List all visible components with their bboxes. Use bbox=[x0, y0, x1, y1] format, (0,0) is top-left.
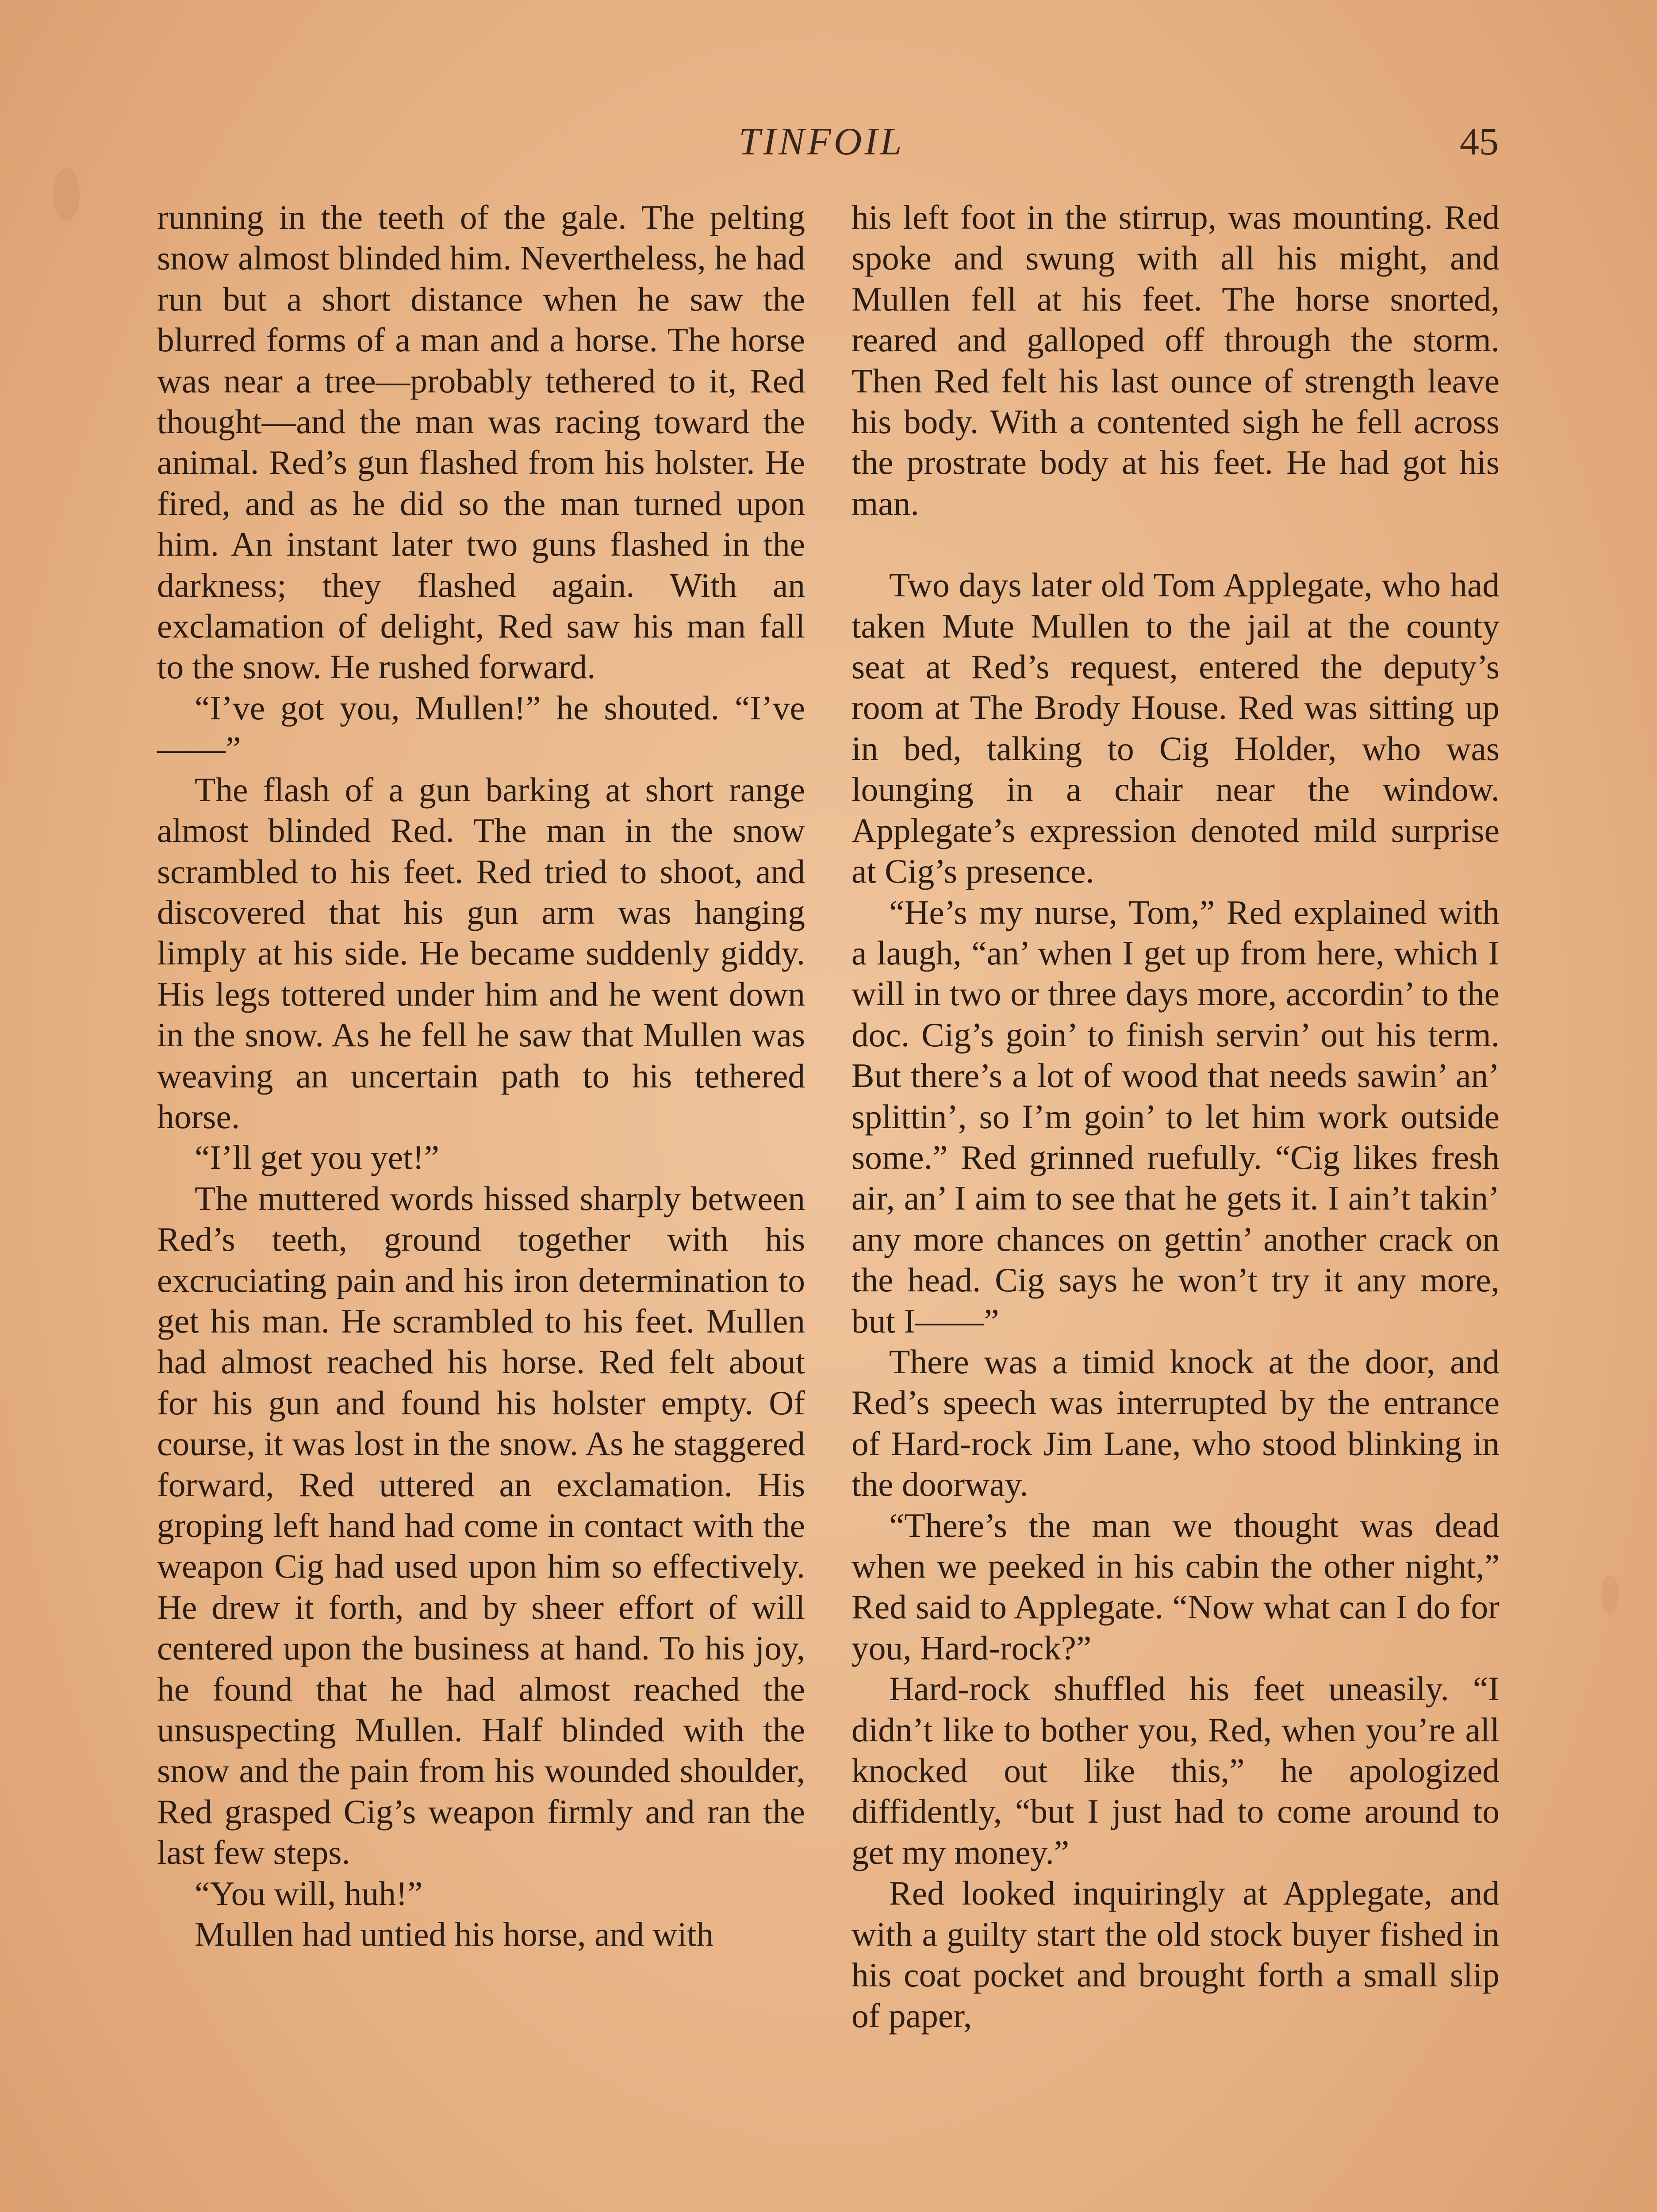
paragraph: “You will, huh!” bbox=[195, 1874, 423, 1912]
text-column-right bbox=[852, 197, 1500, 2036]
paragraph: Red looked inquiringly at Applegate, and with a guilty start the old stock buyer fished in his coat pocket and brought forth a small slip of paper, bbox=[852, 1874, 1500, 2035]
paragraph: There was a timid knock at the door, and Red’s speech was interrupted by the entrance of Hard-rock Jim Lane, who stood blinking in the doorway. bbox=[852, 1342, 1500, 1504]
paragraph: The muttered words hissed sharply between Red’s teeth, ground together with his excruciating pain and his iron determination to get his man. He scrambled to his feet. Mullen had almost reached his horse. Red felt about for his gun and found his holster empty. Of course, it was lost in the snow. As he staggered forward, Red uttered an exclamation. His groping left hand had come in contact with the weapon Cig had used upon him so effectively. He drew it forth, and by sheer effort of will centered upon the business at hand. To his joy, he found that he had almost reached the unsuspecting Mullen. Half blinded with the snow and the pain from his wounded shoulder, Red grasped Cig’s weapon firmly and ran the last few steps. bbox=[157, 1179, 805, 1872]
paragraph: Two days later old Tom Applegate, who had taken Mute Mullen to the jail at the county seat at Red’s request, entered the deputy’s room at The Brody House. Red was sitting up in bed, talking to Cig Holder, who was lounging in a chair near the window. Applegate’s expression denoted mild surprise at Cig’s presence. bbox=[852, 566, 1500, 891]
paper-stain bbox=[1601, 1575, 1619, 1615]
paper-stain bbox=[53, 168, 80, 221]
paragraph: “I’ve got you, Mullen!” he shouted. “I’ve——” bbox=[157, 688, 805, 768]
paragraph: “He’s my nurse, Tom,” Red explained with a laugh, “an’ when I get up from here, which I will in two or three days more, accordin’ to the doc. Cig’s goin’ to finish servin’ out his term. But there’s a lot of wood that needs sawin’ an’ splittin’, so I’m goin’ to let him work outside some.” Red grinned ruefully. “Cig likes fresh air, an’ I aim to see that he gets it. I ain’t takin’ any more chances on gettin’ another crack on the head. Cig says he won’t try it any more, but I——” bbox=[852, 893, 1500, 1340]
paragraph: running in the teeth of the gale. The pelting snow almost blinded him. Nevertheless, he had run but a short distance when he saw the blurred forms of a man and a horse. The horse was near a tree—probably tethered to it, Red thought—and the man was racing toward the animal. Red’s gun flashed from his holster. He fired, and as he did so the man turned upon him. An instant later two guns flashed in the darkness; they flashed again. With an exclamation of delight, Red saw his man fall to the snow. He rushed forward. bbox=[157, 198, 805, 686]
page-number: 45 bbox=[1460, 120, 1499, 163]
paragraph: Hard-rock shuffled his feet uneasily. “I didn’t like to bother you, Red, when you’re all knocked out like this,” he apologized diffidently, “but I just had to come around to get my money.” bbox=[852, 1670, 1500, 1871]
paragraph: Mullen had untied his horse, and with bbox=[195, 1915, 714, 1954]
running-header-title: TINFOIL bbox=[739, 120, 905, 163]
paragraph: “I’ll get you yet!” bbox=[195, 1138, 440, 1177]
text-column-left bbox=[157, 197, 805, 1955]
paragraph: “There’s the man we thought was dead when we peeked in his cabin the other night,” Red said to Applegate. “Now what can I do for you, Hard-rock?” bbox=[852, 1506, 1500, 1667]
paragraph: The flash of a gun barking at short range almost blinded Red. The man in the snow scrambled to his feet. Red tried to shoot, and discovered that his gun arm was hanging limply at his side. He became suddenly giddy. His legs tottered under him and he went down in the snow. As he fell he saw that Mullen was weaving an uncertain path to his tethered horse. bbox=[157, 770, 805, 1136]
paragraph: his left foot in the stirrup, was mounting. Red spoke and swung with all his might, and Mullen fell at his feet. The horse snorted, reared and galloped off through the storm. Then Red felt his last ounce of strength leave his body. With a contented sigh he fell across the prostrate body at his feet. He had got his man. bbox=[852, 198, 1500, 522]
